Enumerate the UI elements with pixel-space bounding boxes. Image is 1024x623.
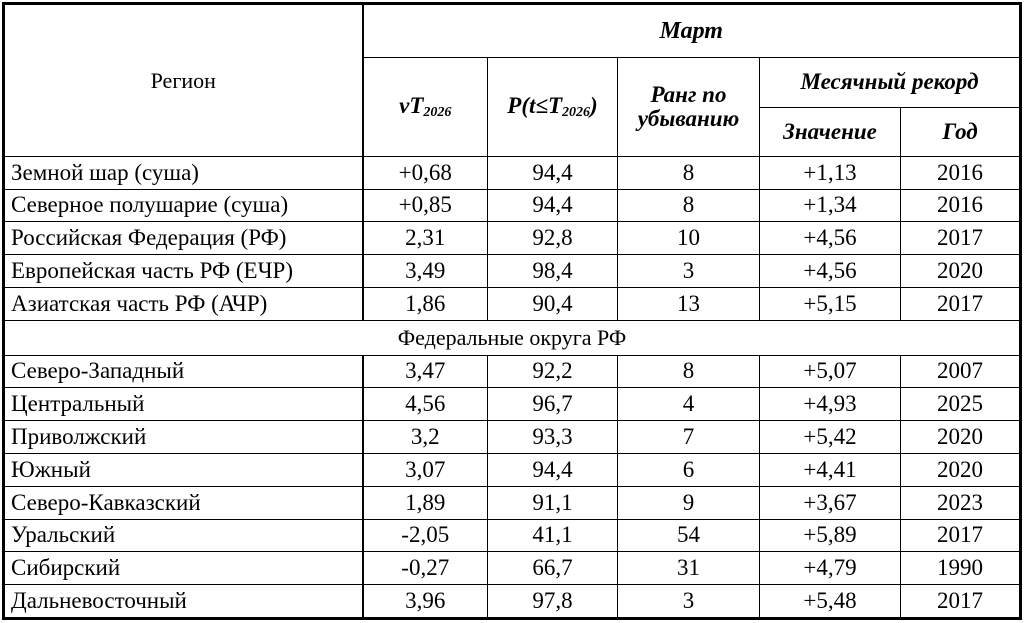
cell-rank: 10 [618, 222, 760, 255]
cell-probability: 97,8 [488, 585, 618, 618]
cell-probability: 41,1 [488, 519, 618, 552]
cell-rank: 8 [618, 189, 760, 222]
cell-region: Сибирский [5, 552, 363, 585]
cell-vT: +0,85 [363, 189, 488, 222]
header-region: Регион [5, 5, 363, 157]
section-title: Федеральные округа РФ [5, 320, 1020, 355]
cell-region: Земной шар (суша) [5, 156, 363, 189]
header-rank: Ранг по убыванию [618, 58, 760, 156]
cell-record-year: 2017 [901, 222, 1020, 255]
header-year: Год [901, 107, 1020, 156]
cell-record-value: +4,56 [760, 222, 901, 255]
cell-record-year: 2017 [901, 519, 1020, 552]
cell-vT: 3,47 [363, 355, 488, 388]
cell-probability: 90,4 [488, 287, 618, 320]
cell-record-value: +3,67 [760, 486, 901, 519]
cell-probability: 92,8 [488, 222, 618, 255]
cell-probability: 93,3 [488, 421, 618, 454]
cell-region: Центральный [5, 388, 363, 421]
table-row [5, 486, 1020, 519]
cell-record-year: 2016 [901, 189, 1020, 222]
cell-record-year: 2020 [901, 255, 1020, 288]
cell-record-year: 2020 [901, 421, 1020, 454]
cell-region: Северо-Кавказский [5, 486, 363, 519]
cell-rank: 3 [618, 255, 760, 288]
cell-vT: 3,2 [363, 421, 488, 454]
cell-probability: 66,7 [488, 552, 618, 585]
cell-vT: 1,89 [363, 486, 488, 519]
header-probability: $P(t\le T_{2026})$ [488, 58, 618, 156]
cell-region: Уральский [5, 519, 363, 552]
cell-vT: 3,49 [363, 255, 488, 288]
header-vT: $vT_{2026}$ [363, 58, 488, 156]
cell-record-value: +1,34 [760, 189, 901, 222]
cell-rank: 6 [618, 453, 760, 486]
cell-probability: 94,4 [488, 453, 618, 486]
cell-record-year: 2025 [901, 388, 1020, 421]
cell-region: Дальневосточный [5, 585, 363, 618]
table-row [5, 255, 1020, 288]
cell-rank: 4 [618, 388, 760, 421]
cell-rank: 8 [618, 156, 760, 189]
cell-rank: 31 [618, 552, 760, 585]
cell-vT: 3,07 [363, 453, 488, 486]
cell-record-year: 2023 [901, 486, 1020, 519]
header-month: Март [363, 5, 1020, 58]
cell-record-value: +5,07 [760, 355, 901, 388]
cell-record-value: +5,42 [760, 421, 901, 454]
cell-record-value: +4,79 [760, 552, 901, 585]
cell-record-value: +5,89 [760, 519, 901, 552]
cell-record-year: 2017 [901, 287, 1020, 320]
cell-record-value: +1,13 [760, 156, 901, 189]
table-row [5, 355, 1020, 388]
table-row [5, 388, 1020, 421]
table-row [5, 519, 1020, 552]
cell-vT: 2,31 [363, 222, 488, 255]
cell-region: Приволжский [5, 421, 363, 454]
cell-record-value: +5,48 [760, 585, 901, 618]
cell-region: Российская Федерация (РФ) [5, 222, 363, 255]
cell-region: Европейская часть РФ (ЕЧР) [5, 255, 363, 288]
cell-record-year: 2020 [901, 453, 1020, 486]
cell-probability: 94,4 [488, 156, 618, 189]
table-row [5, 156, 1020, 189]
cell-rank: 8 [618, 355, 760, 388]
cell-record-value: +4,41 [760, 453, 901, 486]
header-value: Значение [760, 107, 901, 156]
section-row [5, 320, 1020, 355]
cell-rank: 7 [618, 421, 760, 454]
cell-rank: 9 [618, 486, 760, 519]
table-row [5, 421, 1020, 454]
cell-region: Азиатская часть РФ (АЧР) [5, 287, 363, 320]
cell-vT: +0,68 [363, 156, 488, 189]
cell-record-year: 2017 [901, 585, 1020, 618]
cell-rank: 13 [618, 287, 760, 320]
cell-region: Северо-Западный [5, 355, 363, 388]
cell-record-year: 1990 [901, 552, 1020, 585]
cell-probability: 92,2 [488, 355, 618, 388]
cell-record-year: 2016 [901, 156, 1020, 189]
table-row [5, 552, 1020, 585]
cell-region: Южный [5, 453, 363, 486]
cell-record-value: +4,93 [760, 388, 901, 421]
table-row [5, 453, 1020, 486]
cell-record-value: +5,15 [760, 287, 901, 320]
cell-region: Северное полушарие (суша) [5, 189, 363, 222]
table-row [5, 222, 1020, 255]
header-record: Месячный рекорд [760, 58, 1020, 107]
cell-vT: 1,86 [363, 287, 488, 320]
cell-record-year: 2007 [901, 355, 1020, 388]
cell-probability: 96,7 [488, 388, 618, 421]
cell-rank: 54 [618, 519, 760, 552]
cell-probability: 91,1 [488, 486, 618, 519]
cell-record-value: +4,56 [760, 255, 901, 288]
table-row [5, 585, 1020, 618]
cell-vT: -2,05 [363, 519, 488, 552]
cell-vT: -0,27 [363, 552, 488, 585]
table-row [5, 189, 1020, 222]
cell-probability: 98,4 [488, 255, 618, 288]
cell-vT: 4,56 [363, 388, 488, 421]
cell-vT: 3,96 [363, 585, 488, 618]
cell-rank: 3 [618, 585, 760, 618]
climate-table [4, 4, 1020, 618]
cell-probability: 94,4 [488, 189, 618, 222]
table-row [5, 287, 1020, 320]
